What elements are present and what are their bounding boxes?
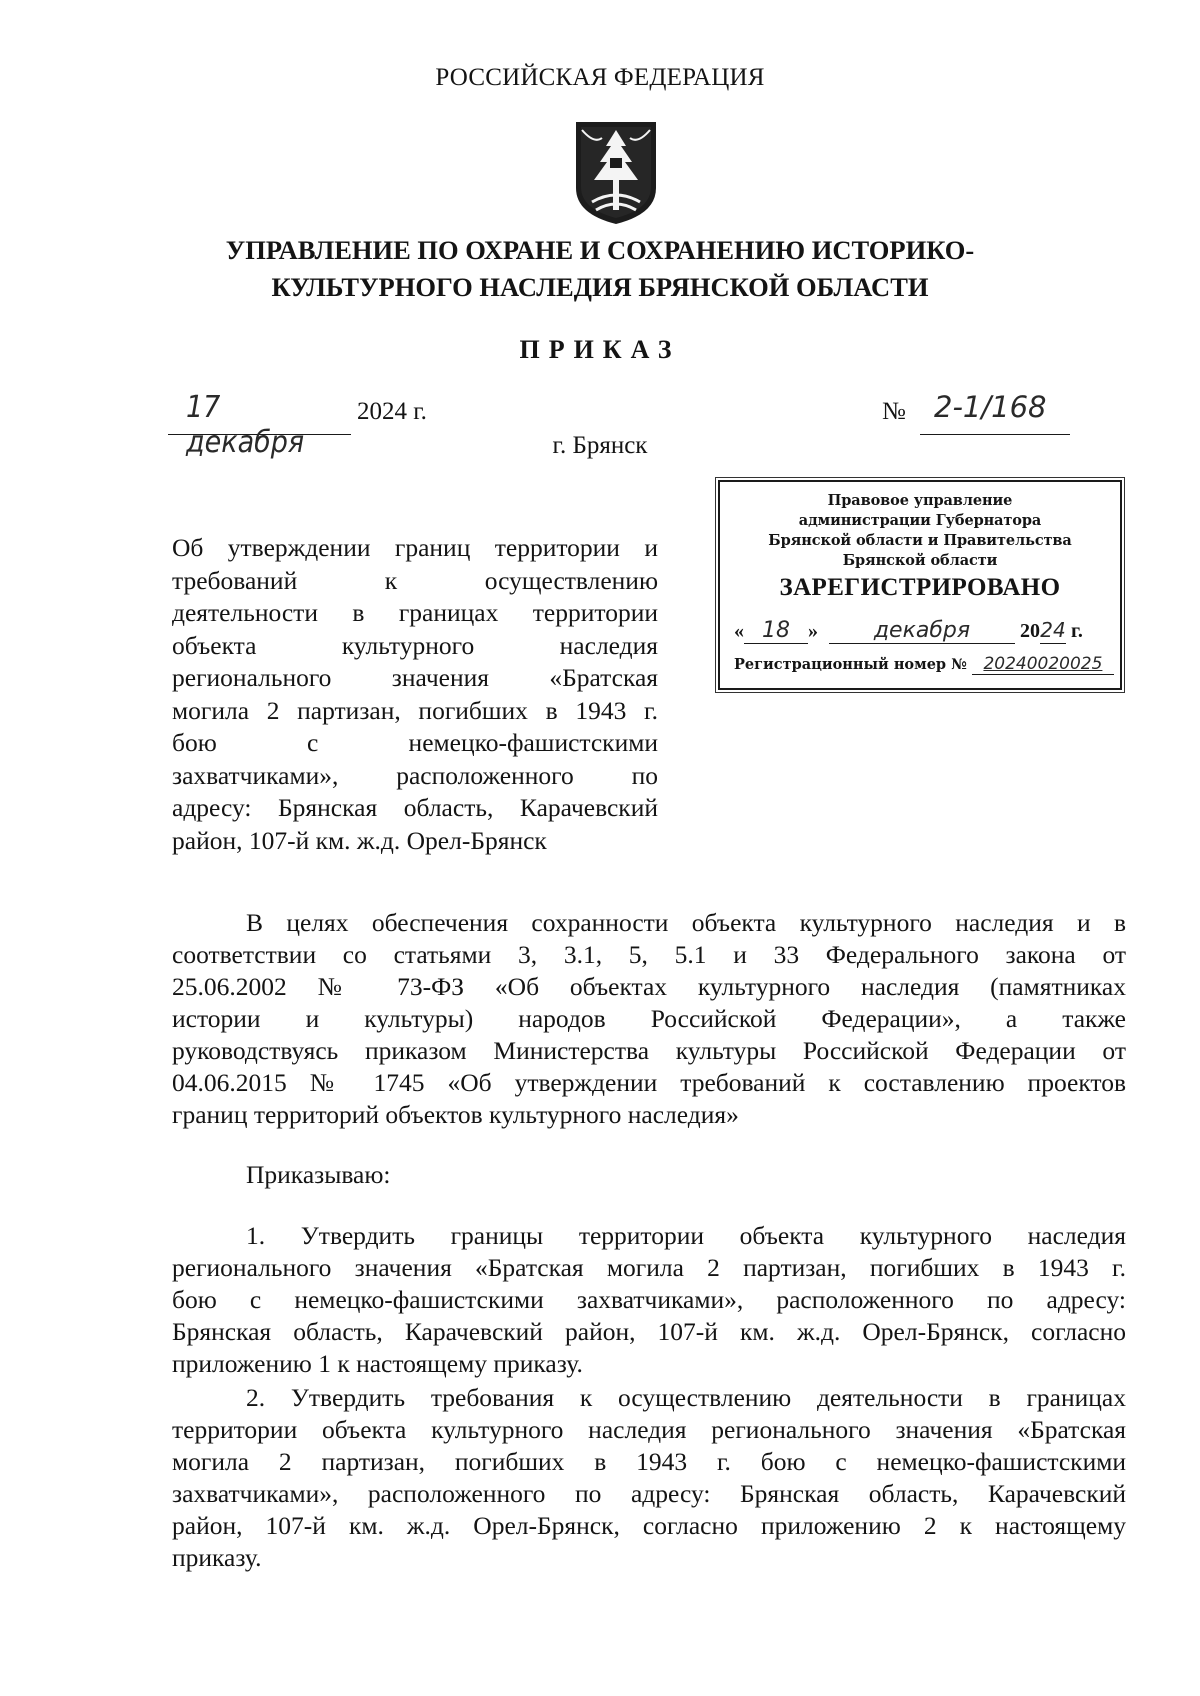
stamp-year-prefix: 20 xyxy=(1020,620,1040,642)
agency-title-line-1: УПРАВЛЕНИЕ ПО ОХРАНЕ И СОХРАНЕНИЮ ИСТОРИКО- xyxy=(225,235,975,265)
stamp-line-4: Брянской области xyxy=(842,552,998,569)
date-field xyxy=(168,388,351,460)
registration-stamp xyxy=(718,480,1122,690)
preamble-line: 25.06.2002 № 73-ФЗ «Об объектах культурного наследия (памятниках xyxy=(172,972,1126,1001)
item-line: район, 107-й км. ж.д. Орел-Брянск, согласно приложению 2 к настоящему xyxy=(172,1511,1126,1540)
stamp-registration-row xyxy=(734,654,1118,682)
number-field xyxy=(920,388,1070,435)
stamp-line-2: администрации Губернатора xyxy=(798,512,1042,529)
stamp-close-quote: » xyxy=(808,620,818,642)
country-heading: РОССИЙСКАЯ ФЕДЕРАЦИЯ xyxy=(435,64,765,91)
preamble-line: В целях обеспечения сохранности объекта культурного наследия и в xyxy=(246,908,1126,937)
stamp-status: ЗАРЕГИСТРИРОВАНО xyxy=(779,574,1061,601)
item-line: бою с немецко-фашистскими захватчиками», расположенного по адресу: xyxy=(172,1285,1126,1314)
stamp-date-row xyxy=(734,618,1118,648)
stamp-day: 18 xyxy=(762,618,790,643)
subject-line: регионального значения «Братская xyxy=(172,663,658,692)
stamp-reg-label: Регистрационный номер № xyxy=(734,656,967,673)
subject-line: Об утверждении границ территории и xyxy=(172,533,658,562)
agency-title-line-2: КУЛЬТУРНОГО НАСЛЕДИЯ БРЯНСКОЙ ОБЛАСТИ xyxy=(271,272,929,302)
handwritten-number: 2-1/168 xyxy=(934,390,1047,424)
order-item-1 xyxy=(172,1220,1126,1380)
preamble-line: границ территорий объектов культурного наследия» xyxy=(172,1100,739,1129)
item-line: регионального значения «Братская могила 2 партизан, погибших в 1943 г. xyxy=(172,1253,1126,1282)
item-line: 1. Утвердить границы территории объекта культурного наследия xyxy=(246,1221,1126,1250)
stamp-month: декабря xyxy=(873,618,971,643)
item-line: 2. Утвердить требования к осуществлению деятельности в границах xyxy=(246,1383,1126,1412)
number-sign: № xyxy=(882,398,906,425)
preamble-line: руководствуясь приказом Министерства культуры Российской Федерации от xyxy=(172,1036,1126,1065)
subject-line: объекта культурного наследия xyxy=(172,630,658,660)
subject-line: деятельности в границах территории xyxy=(172,598,658,627)
order-subject xyxy=(172,532,658,857)
subject-line: могила 2 партизан, погибших в 1943 г. xyxy=(172,695,658,725)
stamp-reg-number: 20240020025 xyxy=(983,654,1103,674)
stamp-year: 24 xyxy=(1040,618,1066,642)
item-line: Брянская область, Карачевский район, 107-й км. ж.д. Орел-Брянск, согласно xyxy=(172,1317,1126,1346)
preamble-paragraph xyxy=(172,907,1126,1131)
document-type: ПРИКАЗ xyxy=(519,335,681,364)
date-year: 2024 г. xyxy=(357,398,427,425)
item-line: захватчиками», расположенного по адресу: Брянская область, Карачевский xyxy=(172,1479,1126,1508)
order-directive xyxy=(172,1159,1126,1191)
preamble-line: 04.06.2015 № 1745 «Об утверждении требований к составлению проектов xyxy=(172,1068,1126,1097)
preamble-line: соответствии со статьями 3, 3.1, 5, 5.1 и 33 Федерального закона от xyxy=(172,940,1126,969)
subject-line: бою с немецко-фашистскими xyxy=(172,728,658,757)
stamp-line-3: Брянской области и Правительства xyxy=(768,532,1072,549)
subject-line: захватчиками», расположенного по xyxy=(172,760,658,790)
stamp-year-suffix: г. xyxy=(1071,620,1083,642)
preamble-line: истории и культуры) народов Российской Федерации», а также xyxy=(172,1004,1126,1033)
subject-line: требований к осуществлению xyxy=(172,565,658,595)
order-word: Приказываю: xyxy=(246,1160,391,1189)
agency-title xyxy=(0,232,1200,306)
handwritten-date: 17 декабря xyxy=(186,390,305,460)
city-line: г. Брянск xyxy=(552,432,648,459)
order-item-2 xyxy=(172,1382,1126,1574)
item-line: приказу. xyxy=(172,1543,262,1572)
subject-line: адресу: Брянская область, Карачевский xyxy=(172,793,658,822)
subject-line: район, 107-й км. ж.д. Орел-Брянск xyxy=(172,825,547,855)
coat-of-arms-icon xyxy=(572,118,660,228)
item-line: приложению 1 к настоящему приказу. xyxy=(172,1349,583,1378)
item-line: территории объекта культурного наследия регионального значения «Братская xyxy=(172,1415,1126,1444)
stamp-open-quote: « xyxy=(734,620,744,642)
stamp-line-1: Правовое управление xyxy=(827,492,1013,509)
item-line: могила 2 партизан, погибших в 1943 г. бою с немецко-фашистскими xyxy=(172,1447,1126,1476)
